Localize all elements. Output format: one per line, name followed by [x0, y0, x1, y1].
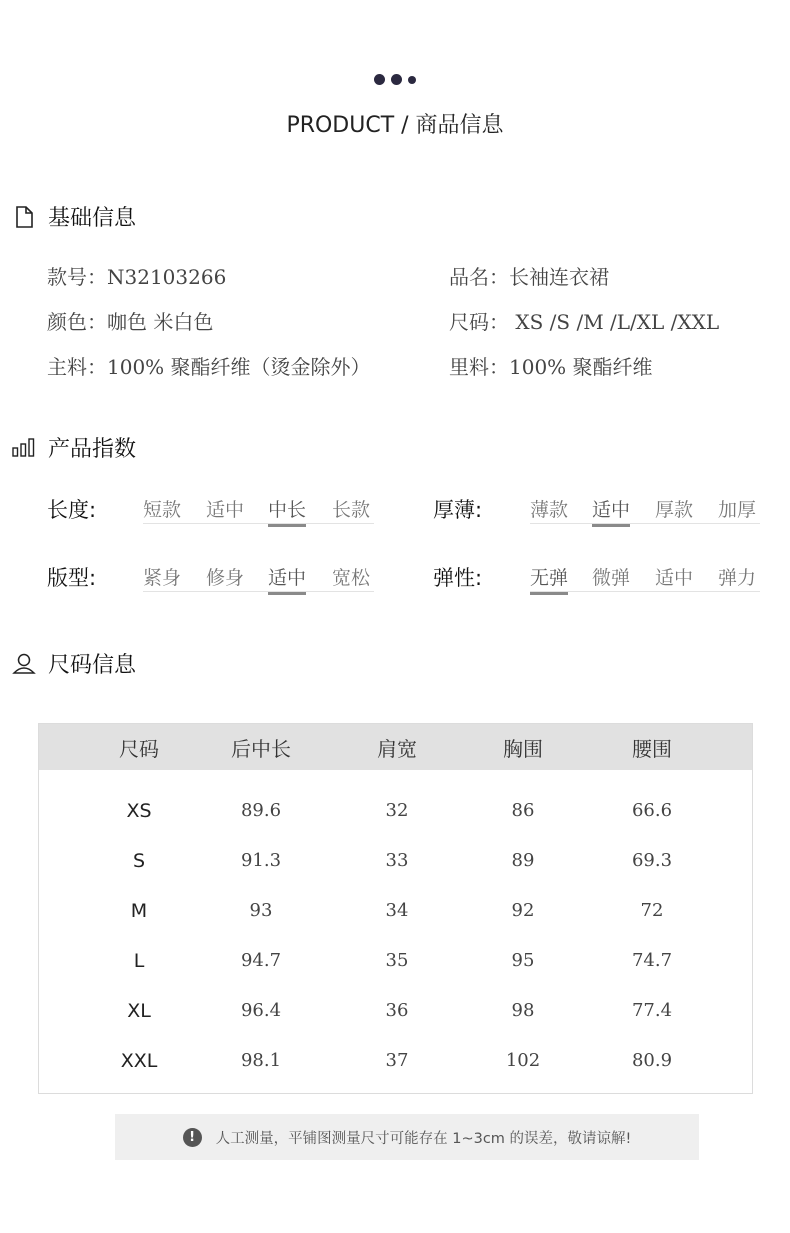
- index-option: 宽松: [332, 567, 371, 589]
- cell-size: S: [132, 850, 146, 872]
- product-index-title: 产品指数: [48, 437, 137, 462]
- column-header-size: 尺码: [119, 737, 159, 761]
- index-label-fit: 版型:: [47, 566, 97, 590]
- index-option: 修身: [206, 567, 245, 589]
- cell-size: XXL: [120, 1050, 158, 1072]
- cell-shoulder: 35: [385, 950, 409, 971]
- index-option: 紧身: [143, 567, 182, 589]
- cell-bust: 89: [511, 850, 535, 871]
- column-header-shoulder: 肩宽: [377, 737, 417, 761]
- index-options-length: [143, 495, 374, 524]
- cell-back-length: 89.6: [240, 800, 282, 821]
- dot-icon: [408, 76, 416, 84]
- index-option: 厚款: [655, 499, 694, 521]
- page-title: PRODUCT / 商品信息: [286, 113, 504, 138]
- index-option-selected: 无弹: [530, 563, 568, 590]
- user-icon: [12, 651, 36, 677]
- info-item-main-fabric: 主料：100% 聚酯纤维（烫金除外）: [47, 355, 371, 379]
- index-option: 适中: [206, 499, 245, 521]
- info-item-lining: 里料：100% 聚酯纤维: [449, 355, 653, 379]
- column-header-back-length: 后中长: [231, 737, 291, 761]
- cell-back-length: 93: [249, 900, 273, 921]
- index-option: 弹力: [718, 567, 757, 589]
- index-option-selected: 适中: [268, 563, 306, 590]
- size-table-header: [39, 724, 752, 770]
- index-options-elasticity: [530, 563, 760, 592]
- info-item-size: 尺码： XS /S /M /L/XL /XXL: [449, 310, 720, 334]
- cell-back-length: 96.4: [240, 1000, 282, 1021]
- size-info-title: 尺码信息: [48, 653, 137, 678]
- index-option-selected: 适中: [592, 495, 630, 522]
- size-table: [38, 723, 753, 1094]
- cell-size: M: [130, 900, 148, 922]
- index-label-length: 长度:: [47, 498, 97, 522]
- index-option-selected: 中长: [268, 495, 306, 522]
- cell-bust: 98: [511, 1000, 535, 1021]
- exclamation-icon: !: [183, 1128, 202, 1147]
- cell-waist: 72: [640, 900, 664, 921]
- cell-bust: 86: [511, 800, 535, 821]
- index-option: 长款: [332, 499, 371, 521]
- index-label-elasticity: 弹性:: [433, 566, 483, 590]
- index-label-thickness: 厚薄:: [433, 498, 483, 522]
- basic-info-title: 基础信息: [48, 206, 137, 231]
- cell-shoulder: 36: [385, 1000, 409, 1021]
- column-header-bust: 胸围: [503, 737, 543, 761]
- cell-size: XS: [126, 800, 152, 822]
- cell-bust: 102: [505, 1050, 541, 1071]
- cell-waist: 74.7: [631, 950, 673, 971]
- basic-info-heading: [12, 201, 136, 232]
- cell-bust: 95: [511, 950, 535, 971]
- cell-waist: 80.9: [631, 1050, 673, 1071]
- cell-waist: 69.3: [631, 850, 673, 871]
- info-item-style-no: 款号：N32103266: [47, 265, 227, 289]
- cell-waist: 77.4: [631, 1000, 673, 1021]
- cell-size: XL: [127, 1000, 151, 1022]
- index-option: 微弹: [592, 567, 631, 589]
- size-info-heading: [12, 648, 136, 679]
- cell-waist: 66.6: [631, 800, 673, 821]
- notice-text: 人工测量，平铺图测量尺寸可能存在 1~3cm 的误差，敬请谅解!: [215, 1130, 632, 1147]
- cell-shoulder: 34: [385, 900, 409, 921]
- measurement-notice: [115, 1114, 699, 1160]
- cell-shoulder: 37: [385, 1050, 409, 1071]
- index-option: 薄款: [530, 499, 569, 521]
- cell-bust: 92: [511, 900, 535, 921]
- cell-back-length: 91.3: [240, 850, 282, 871]
- dot-icon: [391, 74, 402, 85]
- decorative-dots: [0, 74, 790, 85]
- info-item-color: 颜色：咖色 米白色: [47, 310, 214, 334]
- cell-shoulder: 33: [385, 850, 409, 871]
- document-icon: [12, 204, 36, 230]
- index-option: 加厚: [718, 499, 757, 521]
- index-option: 短款: [143, 499, 182, 521]
- cell-shoulder: 32: [385, 800, 409, 821]
- cell-back-length: 98.1: [240, 1050, 282, 1071]
- index-options-thickness: [530, 495, 760, 524]
- info-item-product-name: 品名：长袖连衣裙: [449, 265, 609, 289]
- dot-icon: [374, 74, 385, 85]
- cell-back-length: 94.7: [240, 950, 282, 971]
- column-header-waist: 腰围: [632, 737, 672, 761]
- index-option: 适中: [655, 567, 694, 589]
- index-options-fit: [143, 563, 374, 592]
- product-index-heading: [12, 432, 136, 463]
- cell-size: L: [133, 950, 145, 972]
- bar-chart-icon: [12, 435, 36, 461]
